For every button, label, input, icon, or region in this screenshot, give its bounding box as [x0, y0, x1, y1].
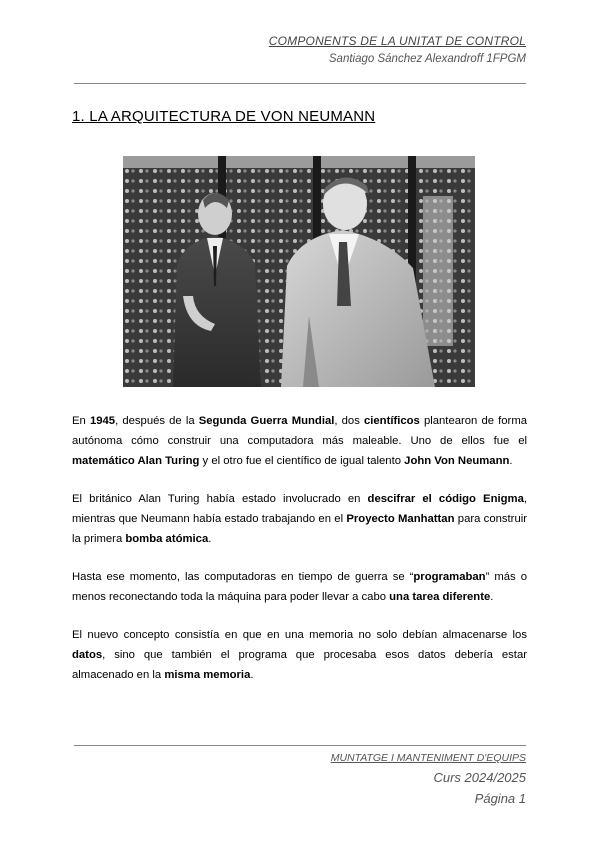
footer-divider [74, 745, 526, 746]
footer-course: Curs 2024/2025 [433, 770, 526, 785]
text-run: Hasta ese momento, las computadoras en tiempo de guerra se “ [72, 571, 414, 583]
text-run: ” más o menos reconectando toda la máquina para poder llevar a cabo [72, 571, 527, 603]
text-run: y el otro fue el científico de igual talento [199, 455, 405, 467]
text-run: , dos [334, 415, 364, 427]
bold-text: matemático Alan Turing [72, 455, 200, 467]
paragraph [72, 411, 527, 471]
footer-page-number: Página 1 [474, 791, 526, 806]
text-run: . [250, 669, 254, 681]
text-run: En [72, 415, 90, 427]
bold-text: Proyecto Manhattan [346, 513, 455, 525]
text-run: , mientras que Neumann había estado trabajando en el [72, 493, 527, 525]
text-run: para construir la primera [72, 513, 527, 545]
text-run: El británico Alan Turing había estado involucrado en [72, 493, 368, 505]
bold-text: bomba atómica [125, 533, 209, 545]
bold-text: John Von Neumann [404, 455, 510, 467]
text-run: plantearon de forma autónoma cómo construir una computadora más maleable. Uno de ellos fue el [72, 415, 528, 447]
section-heading: 1. LA ARQUITECTURA DE VON NEUMANN [72, 108, 376, 125]
bold-text: programaban [413, 571, 486, 583]
page-header [269, 34, 526, 65]
bold-text: una tarea diferente [389, 591, 491, 603]
historical-photo-icon [123, 156, 475, 387]
footer-module: MUNTATGE I MANTENIMENT D'EQUIPS [330, 752, 526, 764]
bold-text: científicos [363, 415, 420, 427]
bold-text: datos [72, 649, 103, 661]
paragraph [72, 625, 527, 685]
bold-text: 1945 [89, 415, 116, 427]
historical-photo [123, 156, 475, 387]
text-run: . [208, 533, 212, 545]
text-run: El nuevo concepto consistía en que en una memoria no solo debían almacenarse los [72, 629, 527, 641]
text-run: . [490, 591, 494, 603]
header-title: COMPONENTS DE LA UNITAT DE CONTROL [268, 34, 526, 48]
page-footer [331, 752, 526, 806]
text-run: , después de la [115, 415, 199, 427]
bold-text: descifrar el código Enigma [367, 493, 524, 505]
paragraph [72, 567, 527, 607]
header-divider [74, 83, 526, 84]
header-author: Santiago Sánchez Alexandroff 1FPGM [328, 53, 526, 65]
paragraph [72, 489, 527, 549]
bold-text: Segunda Guerra Mundial [198, 415, 335, 427]
text-run: . [509, 455, 513, 467]
body-text [72, 411, 527, 703]
text-run: , sino que también el programa que procesaba esos datos debería estar almacenado en la [72, 649, 527, 681]
bold-text: misma memoria [164, 669, 251, 681]
